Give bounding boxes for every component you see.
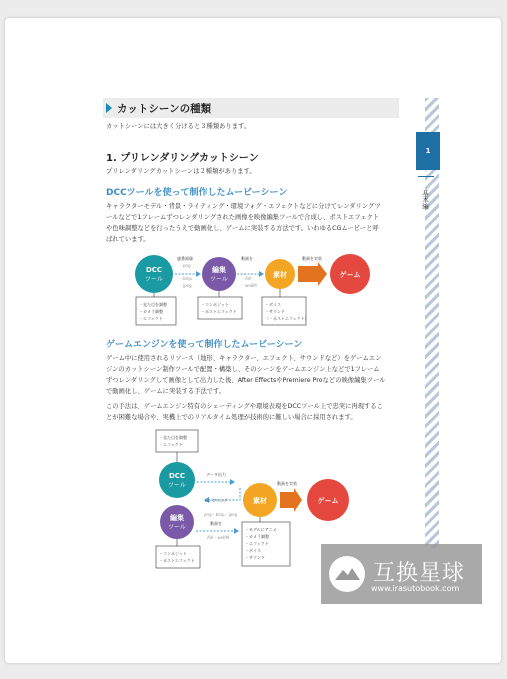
note-line: ・ポストエフェクト xyxy=(201,309,237,314)
arrow-head xyxy=(259,271,264,277)
note-line: ・エフェクト xyxy=(159,442,183,447)
para-line: ばれています。 xyxy=(106,236,150,243)
label-data: データ出力 xyxy=(206,472,226,477)
note-line: ・エフェクト xyxy=(139,316,163,321)
section-marker-icon xyxy=(106,103,112,113)
arrow-impl xyxy=(298,262,327,286)
note-line: ・コンポジット xyxy=(201,302,229,307)
para-line: や色味調整などを行ったうえで動画化し、ゲームに実装する方法です。いわゆるCGムービーと呼 xyxy=(106,225,379,232)
label-impl: 動画を実装 xyxy=(277,481,297,486)
note-line: ・ボイス xyxy=(245,548,261,553)
arrow-impl xyxy=(280,488,302,512)
para-line: ジンのカットシーン制作ツールで配置・構築し、そのシーンをゲームエンジン上などで1フレーム xyxy=(106,366,380,373)
note-line: ・サウンド xyxy=(245,555,265,560)
note-line: ・見た目を調整 xyxy=(139,302,167,307)
edit-node xyxy=(202,257,236,291)
tab-divider xyxy=(418,176,434,177)
heading-prerendered-sub: プリレンダリングカットシーンは２種類があります。 xyxy=(106,168,256,175)
game-label: ゲーム xyxy=(339,271,361,279)
edit-node xyxy=(160,505,194,539)
note-line: ・エフェクト xyxy=(245,541,269,546)
label-render: ・jpeg xyxy=(179,283,192,288)
note-line: ・見た目を調整 xyxy=(159,435,187,440)
watermark-brand: 互换星球 xyxy=(373,561,466,586)
chapter-tab-label: 基本編 xyxy=(421,190,429,210)
chapter-tab[interactable]: 1 xyxy=(416,132,440,170)
footage-label: 素材 xyxy=(253,497,267,505)
subheading-dcc: DCCツールを使って制作したムービーシーン xyxy=(106,188,288,198)
arrow-head xyxy=(234,528,239,534)
label-video: 動画を xyxy=(210,521,222,526)
note-line: （・ポストエフェクト） xyxy=(265,316,309,321)
note-line: ・モデルにアニメ xyxy=(245,527,277,532)
watermark-logo-icon xyxy=(329,556,365,592)
para-line: とが困難な場合や、実機上でのリアルタイム処理が技術的に難しい場合に採用されます。 xyxy=(106,414,357,421)
arrow-head xyxy=(196,271,201,277)
label-impl: 動画を実装 xyxy=(302,256,322,261)
edit-notes-box xyxy=(198,297,242,319)
note-line: ・サウンド xyxy=(265,309,285,314)
intro-text: カットシーンには大きく分けると３種類あります。 xyxy=(106,123,251,130)
label-video: ・AVI xyxy=(241,276,252,281)
game-label: ゲーム xyxy=(317,497,339,505)
dcc-node xyxy=(159,462,195,498)
note-line: ・ボイス xyxy=(265,302,281,307)
watermark-url: www.irasutobook.com xyxy=(371,584,460,593)
edit-label: 編集 xyxy=(170,514,184,522)
para-line: ゲーム中に使用されるリソース（地形、キャラクター、エフェクト、サウンドなど）をゲームエン xyxy=(106,355,382,362)
note-line: ・カメラ調整 xyxy=(245,534,269,539)
dcc-label: ツール xyxy=(145,276,163,283)
section-title-bar xyxy=(103,98,399,118)
edit-notes-box xyxy=(156,546,200,568)
label-render: png・bmp・jpeg xyxy=(204,512,238,517)
subheading-engine: ゲームエンジンを使って制作したムービーシーン xyxy=(106,340,303,350)
dcc-label: ツール xyxy=(168,482,186,489)
edit-label: ツール xyxy=(168,524,186,531)
label-render: ・png xyxy=(179,263,191,268)
label-render: ・bmp xyxy=(179,276,192,281)
note-line: ・コンポジット xyxy=(159,551,187,556)
note-line: ・ポストエフェクト xyxy=(159,558,195,563)
para-line: キャラクターモデル・背景・ライティング・環境フォグ・エフェクトなどに分けてレンダリングツ xyxy=(106,203,381,210)
edit-label: 編集 xyxy=(212,266,226,274)
section-title: カットシーンの種類 xyxy=(117,102,212,115)
para-line: ずつレンダリングして画像として出力した後、After EffectsやPremiere Proなどの映像編集ツール xyxy=(106,377,386,384)
heading-prerendered: 1. プリレンダリングカットシーン xyxy=(106,153,259,164)
label-video: 動画を xyxy=(241,256,253,261)
dcc-label: DCC xyxy=(168,472,186,480)
footage-label: 素材 xyxy=(273,271,287,279)
label-video: AVI・webM xyxy=(207,535,230,540)
watermark xyxy=(321,544,482,604)
para-line: ールなどで1フレームずつレンダリングされた画像を映像編集ツールで合成し、ポストエフェクト xyxy=(106,214,380,221)
para-line: この手法は、ゲームエンジン特有のシェーディングや環境表現をDCCツール上で忠実に再現するこ xyxy=(106,403,383,410)
dcc-label: DCC xyxy=(145,266,163,274)
diagram-dcc-workflow xyxy=(130,250,380,328)
label-render: レンダリング xyxy=(204,498,228,503)
edit-label: ツール xyxy=(210,276,228,283)
note-line: ・カメラ調整 xyxy=(139,309,163,314)
label-video: ・webM xyxy=(241,283,257,288)
arrow-head xyxy=(230,479,235,485)
para-line: で動画化し、ゲームに実装する手法です。 xyxy=(106,388,226,395)
top-notes-box xyxy=(156,430,198,452)
dcc-node xyxy=(135,255,173,293)
label-render: 連番画像 xyxy=(177,256,193,261)
